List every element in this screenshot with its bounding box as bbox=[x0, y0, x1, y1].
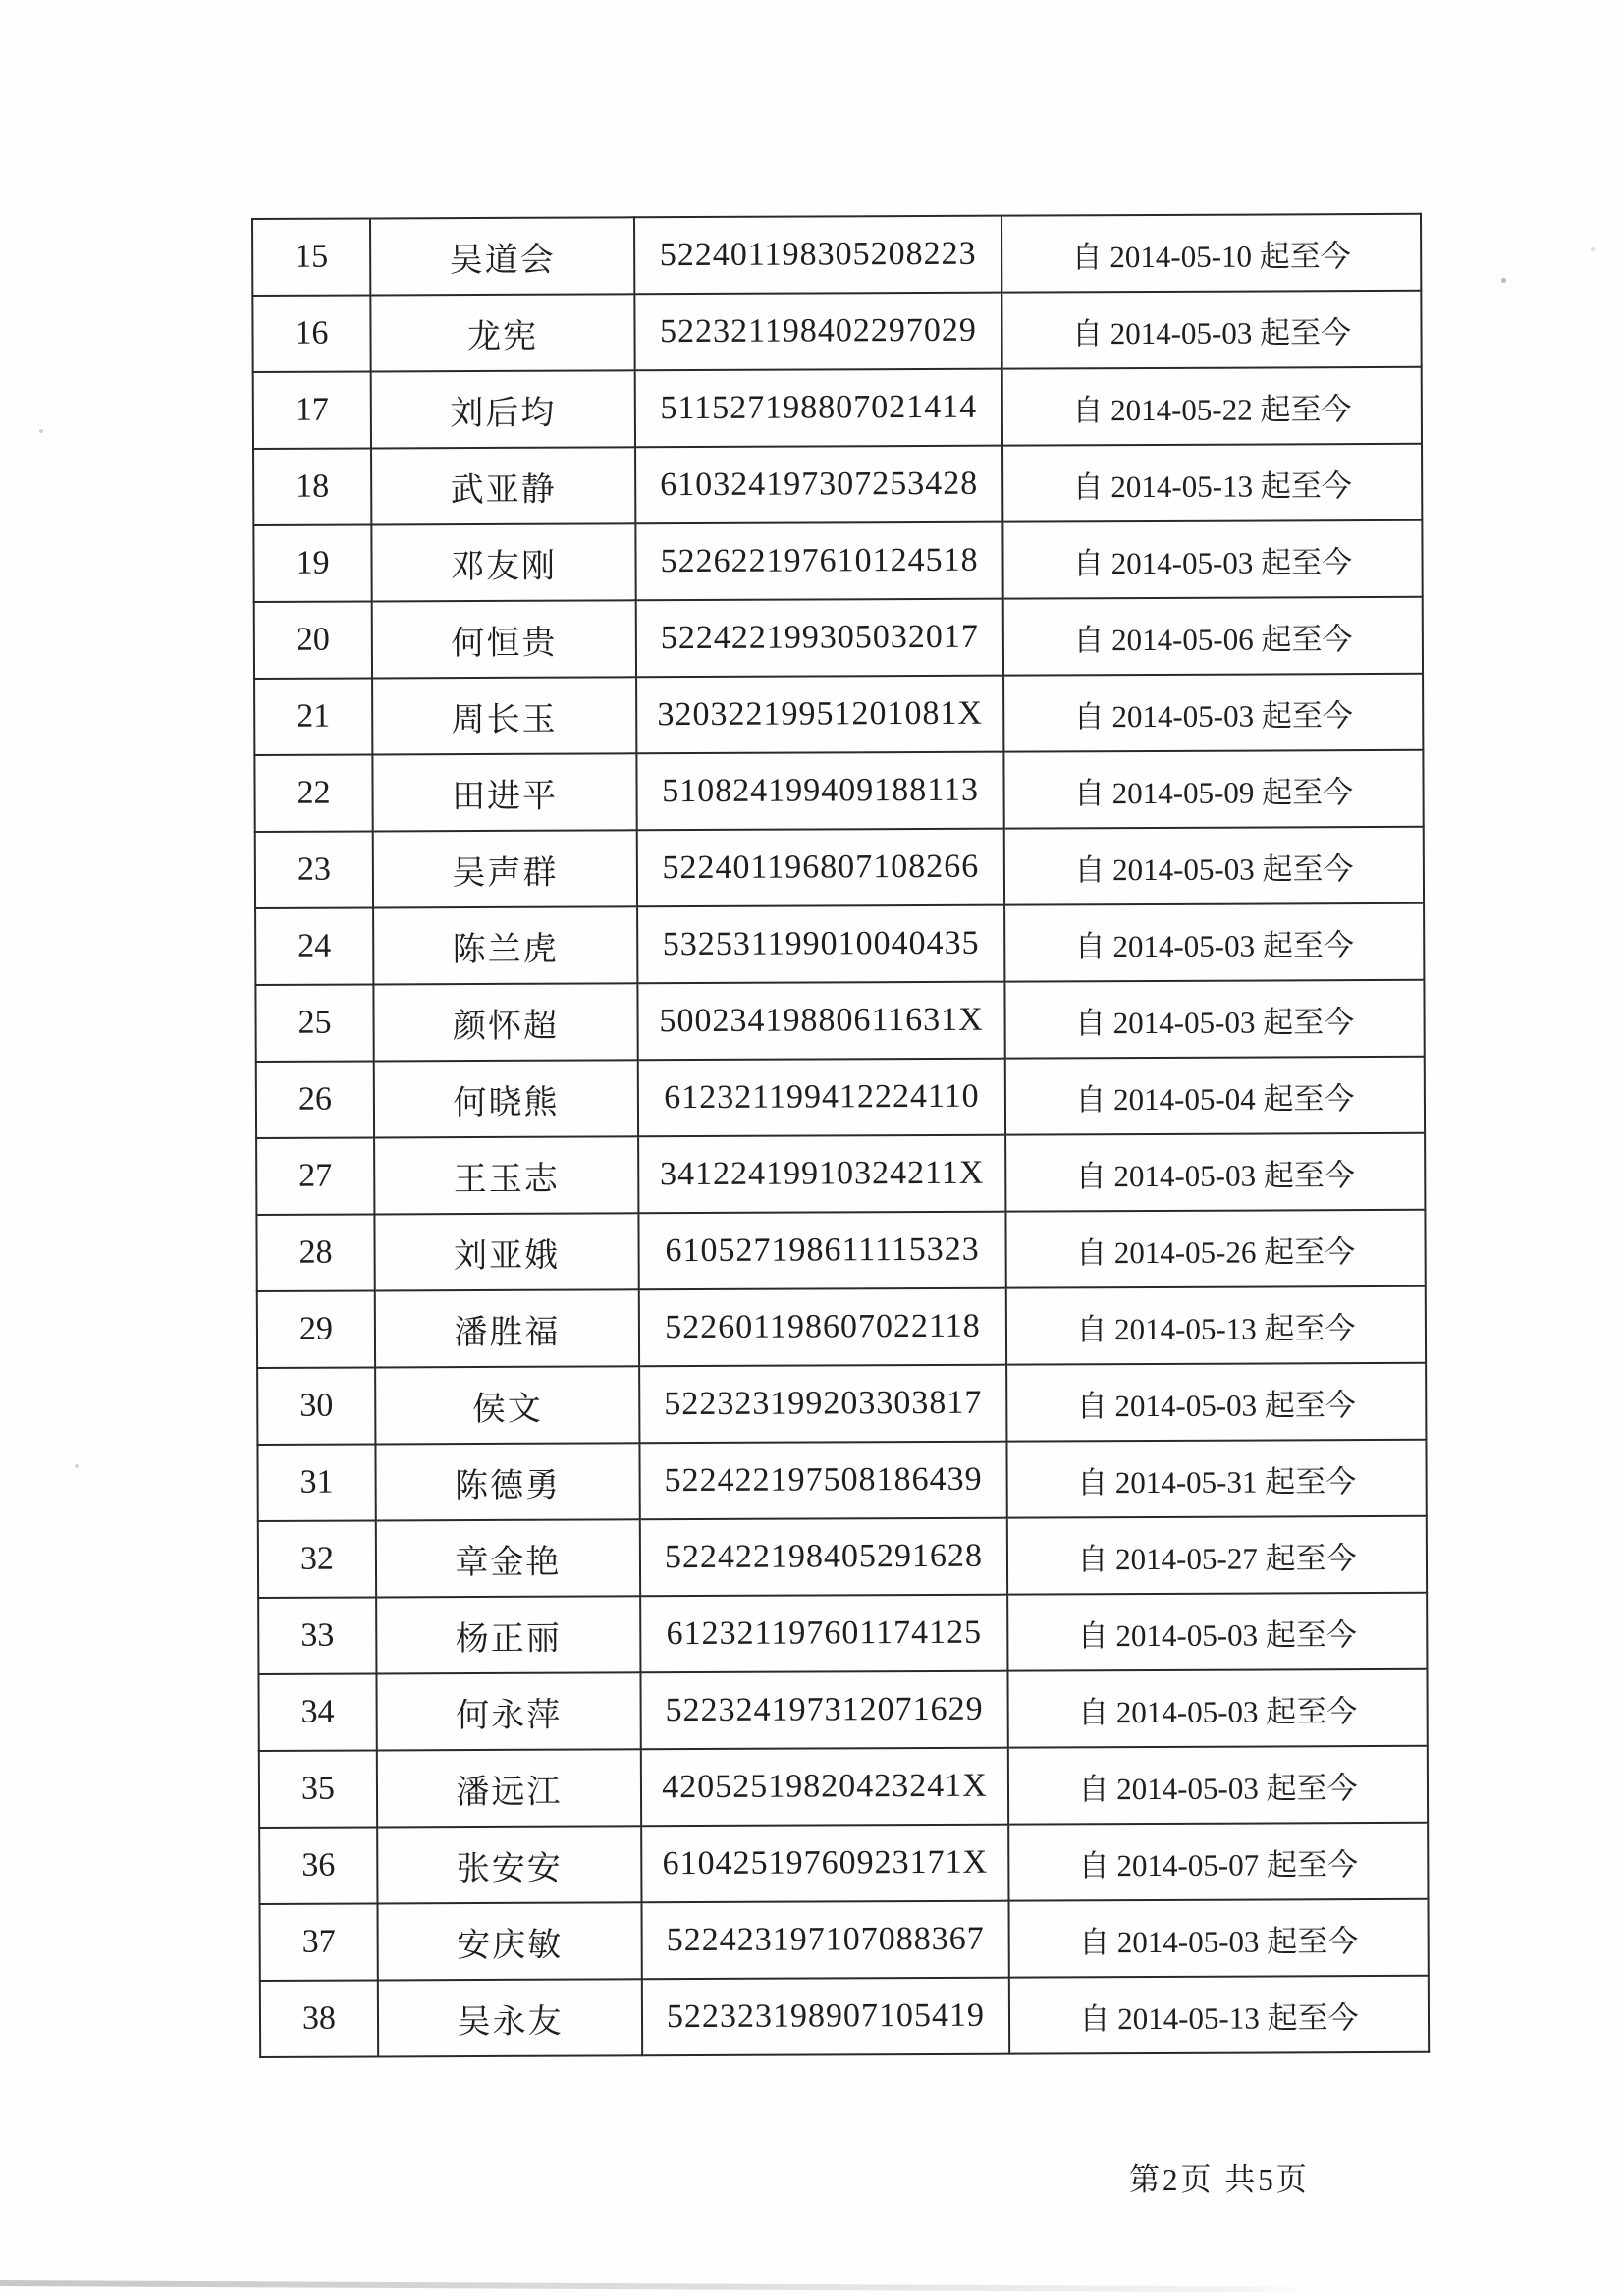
table-row bbox=[254, 597, 1423, 679]
page-number-footer: 第2页 共5页 bbox=[1129, 2162, 1310, 2197]
id-number-cell: 511527198807021414 bbox=[635, 369, 1002, 448]
person-name-cell: 张安安 bbox=[377, 1826, 641, 1903]
person-name-cell: 吴道会 bbox=[370, 217, 634, 295]
person-name-cell: 武亚静 bbox=[371, 447, 635, 524]
validity-period-cell: 自 2014-05-22 起至今 bbox=[1002, 367, 1422, 446]
validity-period-cell: 自 2014-05-03 起至今 bbox=[1007, 1593, 1427, 1671]
person-name-cell: 安庆敏 bbox=[377, 1902, 641, 1980]
id-number-cell: 522622197610124518 bbox=[635, 522, 1002, 601]
row-number-cell: 17 bbox=[253, 371, 371, 449]
validity-period-cell: 自 2014-05-03 起至今 bbox=[1008, 1899, 1428, 1978]
table-row bbox=[254, 674, 1423, 755]
row-number-cell: 25 bbox=[255, 984, 373, 1062]
row-number-cell: 18 bbox=[253, 448, 371, 525]
id-number-cell: 522422197508186439 bbox=[639, 1442, 1006, 1520]
table-row bbox=[253, 444, 1422, 525]
validity-period-cell: 自 2014-05-03 起至今 bbox=[1003, 674, 1423, 752]
table-row bbox=[256, 1057, 1425, 1138]
person-name-cell: 周长玉 bbox=[372, 677, 636, 754]
table-row bbox=[257, 1363, 1426, 1445]
id-number-cell: 50023419880611631X bbox=[637, 982, 1004, 1061]
table-row bbox=[259, 1899, 1428, 1981]
validity-period-cell: 自 2014-05-04 起至今 bbox=[1005, 1057, 1425, 1135]
validity-period-cell: 自 2014-05-07 起至今 bbox=[1008, 1823, 1428, 1901]
person-name-cell: 潘远江 bbox=[377, 1749, 641, 1827]
row-number-cell: 26 bbox=[256, 1061, 374, 1138]
validity-period-cell: 自 2014-05-06 起至今 bbox=[1003, 597, 1423, 676]
id-number-cell: 42052519820423241X bbox=[641, 1748, 1008, 1827]
id-number-cell: 522401196807108266 bbox=[637, 829, 1004, 907]
row-number-cell: 30 bbox=[257, 1367, 375, 1445]
row-number-cell: 38 bbox=[260, 1980, 378, 2057]
person-name-cell: 吴声群 bbox=[373, 830, 637, 907]
roster-table-body bbox=[252, 214, 1429, 2057]
scanner-shadow-artifact bbox=[0, 2280, 1306, 2292]
id-number-cell: 61042519760923171X bbox=[641, 1825, 1008, 1903]
table-row bbox=[253, 367, 1422, 449]
scan-speck bbox=[1501, 278, 1506, 283]
person-name-cell: 刘后均 bbox=[371, 370, 635, 448]
person-name-cell: 陈兰虎 bbox=[373, 906, 637, 984]
person-name-cell: 章金艳 bbox=[376, 1519, 640, 1597]
row-number-cell: 24 bbox=[255, 907, 373, 985]
id-number-cell: 522323199203303817 bbox=[639, 1365, 1006, 1444]
validity-period-cell: 自 2014-05-09 起至今 bbox=[1003, 750, 1423, 829]
id-number-cell: 612321197601174125 bbox=[640, 1595, 1007, 1673]
validity-period-cell: 自 2014-05-03 起至今 bbox=[1004, 980, 1424, 1059]
id-number-cell: 612321199412224110 bbox=[638, 1059, 1005, 1137]
validity-period-cell: 自 2014-05-13 起至今 bbox=[1002, 444, 1422, 522]
id-number-cell: 522321198402297029 bbox=[634, 293, 1001, 371]
row-number-cell: 19 bbox=[253, 524, 371, 602]
id-number-cell: 510824199409188113 bbox=[636, 752, 1003, 831]
row-number-cell: 22 bbox=[254, 754, 372, 832]
table-row bbox=[258, 1593, 1427, 1674]
id-number-cell: 610324197307253428 bbox=[635, 446, 1002, 524]
row-number-cell: 21 bbox=[254, 678, 372, 755]
person-name-cell: 刘亚娥 bbox=[374, 1213, 638, 1290]
validity-period-cell: 自 2014-05-03 起至今 bbox=[1002, 520, 1422, 599]
table-row bbox=[255, 980, 1424, 1062]
table-row bbox=[257, 1286, 1426, 1368]
validity-period-cell: 自 2014-05-10 起至今 bbox=[1001, 214, 1421, 293]
person-name-cell: 吴永友 bbox=[378, 1979, 642, 2056]
table-row bbox=[253, 520, 1422, 602]
validity-period-cell: 自 2014-05-03 起至今 bbox=[1004, 827, 1424, 905]
person-name-cell: 王玉志 bbox=[374, 1136, 638, 1214]
validity-period-cell: 自 2014-05-03 起至今 bbox=[1006, 1363, 1426, 1442]
personnel-roster-table bbox=[251, 213, 1430, 2058]
person-name-cell: 何永萍 bbox=[376, 1672, 640, 1750]
row-number-cell: 16 bbox=[252, 295, 370, 372]
person-name-cell: 何恒贵 bbox=[372, 600, 636, 678]
row-number-cell: 15 bbox=[252, 218, 370, 296]
table-row bbox=[259, 1823, 1428, 1904]
id-number-cell: 522422199305032017 bbox=[636, 599, 1003, 678]
table-row bbox=[256, 1133, 1425, 1215]
table-row bbox=[255, 827, 1424, 908]
table-row bbox=[258, 1669, 1427, 1751]
scan-speck bbox=[1591, 247, 1595, 251]
id-number-cell: 522422198405291628 bbox=[640, 1518, 1007, 1597]
table-row bbox=[258, 1516, 1427, 1598]
person-name-cell: 邓友刚 bbox=[371, 523, 635, 601]
person-name-cell: 田进平 bbox=[372, 753, 636, 831]
table-row bbox=[252, 214, 1421, 296]
validity-period-cell: 自 2014-05-31 起至今 bbox=[1006, 1440, 1426, 1518]
table-row bbox=[254, 750, 1423, 832]
row-number-cell: 36 bbox=[259, 1827, 377, 1904]
table-row bbox=[252, 291, 1421, 372]
table-row bbox=[256, 1210, 1425, 1291]
id-number-cell: 34122419910324211X bbox=[638, 1135, 1005, 1214]
row-number-cell: 32 bbox=[258, 1520, 376, 1598]
person-name-cell: 陈德勇 bbox=[375, 1443, 639, 1520]
validity-period-cell: 自 2014-05-03 起至今 bbox=[1004, 903, 1424, 982]
table-row bbox=[259, 1746, 1428, 1828]
validity-period-cell: 自 2014-05-13 起至今 bbox=[1006, 1286, 1426, 1365]
validity-period-cell: 自 2014-05-03 起至今 bbox=[1001, 291, 1421, 369]
row-number-cell: 23 bbox=[255, 831, 373, 908]
person-name-cell: 何晓熊 bbox=[374, 1060, 638, 1137]
validity-period-cell: 自 2014-05-03 起至今 bbox=[1008, 1746, 1428, 1825]
row-number-cell: 29 bbox=[257, 1290, 375, 1368]
id-number-cell: 522401198305208223 bbox=[634, 216, 1001, 295]
id-number-cell: 610527198611115323 bbox=[638, 1212, 1005, 1290]
row-number-cell: 33 bbox=[258, 1597, 376, 1674]
validity-period-cell: 自 2014-05-13 起至今 bbox=[1009, 1976, 1429, 2054]
validity-period-cell: 自 2014-05-26 起至今 bbox=[1005, 1210, 1425, 1288]
person-name-cell: 潘胜福 bbox=[375, 1289, 639, 1367]
id-number-cell: 522423197107088367 bbox=[641, 1901, 1008, 1980]
id-number-cell: 532531199010040435 bbox=[637, 905, 1004, 984]
id-number-cell: 32032219951201081X bbox=[636, 676, 1003, 754]
id-number-cell: 522324197312071629 bbox=[640, 1671, 1007, 1750]
id-number-cell: 522601198607022118 bbox=[639, 1288, 1006, 1367]
row-number-cell: 27 bbox=[256, 1137, 374, 1215]
scan-speck bbox=[75, 1464, 79, 1468]
person-name-cell: 龙宪 bbox=[370, 294, 634, 371]
row-number-cell: 20 bbox=[254, 601, 372, 679]
row-number-cell: 35 bbox=[259, 1750, 377, 1828]
person-name-cell: 颜怀超 bbox=[373, 983, 637, 1061]
person-name-cell: 侯文 bbox=[375, 1366, 639, 1444]
table-row bbox=[255, 903, 1424, 985]
row-number-cell: 34 bbox=[258, 1673, 376, 1751]
table-row bbox=[260, 1976, 1429, 2057]
validity-period-cell: 自 2014-05-03 起至今 bbox=[1005, 1133, 1425, 1212]
row-number-cell: 31 bbox=[257, 1444, 375, 1521]
scan-speck bbox=[39, 429, 43, 433]
person-name-cell: 杨正丽 bbox=[376, 1596, 640, 1673]
validity-period-cell: 自 2014-05-27 起至今 bbox=[1007, 1516, 1427, 1595]
id-number-cell: 522323198907105419 bbox=[642, 1978, 1009, 2056]
row-number-cell: 37 bbox=[259, 1903, 377, 1981]
row-number-cell: 28 bbox=[256, 1214, 374, 1291]
validity-period-cell: 自 2014-05-03 起至今 bbox=[1007, 1669, 1427, 1748]
table-row bbox=[257, 1440, 1426, 1521]
